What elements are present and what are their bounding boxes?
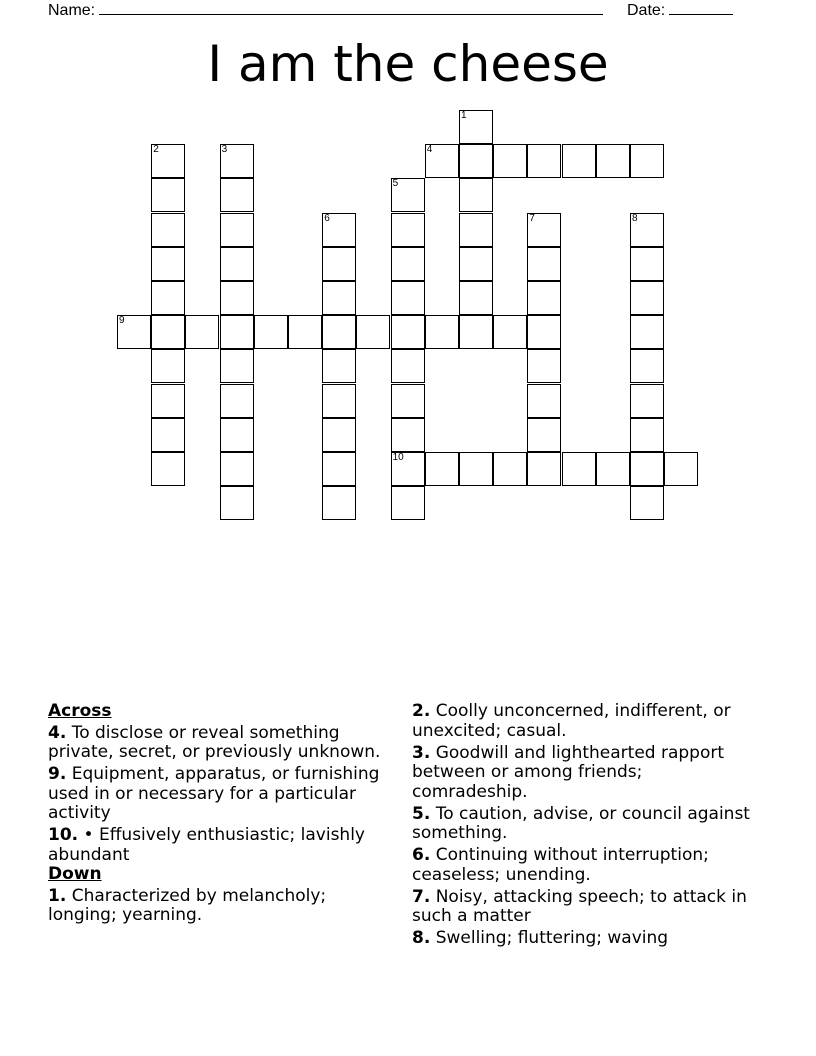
grid-cell[interactable]	[527, 144, 561, 178]
clues-right-column	[412, 702, 757, 951]
grid-cell[interactable]	[459, 110, 493, 144]
cell-number: 7	[529, 212, 535, 224]
across-heading: Across	[48, 701, 112, 721]
grid-cell[interactable]	[425, 144, 459, 178]
grid-cell[interactable]	[391, 384, 425, 418]
grid-cell[interactable]	[322, 281, 356, 315]
grid-cell[interactable]	[151, 247, 185, 281]
cell-number: 9	[119, 315, 125, 327]
grid-cell[interactable]	[322, 213, 356, 247]
cell-number: 10	[392, 452, 404, 463]
grid-cell[interactable]	[459, 178, 493, 212]
cell-number: 6	[324, 212, 330, 224]
grid-cell[interactable]	[630, 281, 664, 315]
clue-down-6	[412, 846, 757, 885]
clue-down-1	[48, 887, 400, 926]
clue-across-10	[48, 826, 400, 865]
grid-cell[interactable]	[391, 486, 425, 520]
grid-cell[interactable]	[151, 213, 185, 247]
grid-cell[interactable]	[630, 452, 664, 486]
grid-cell[interactable]	[527, 384, 561, 418]
grid-cell[interactable]	[151, 452, 185, 486]
grid-cell[interactable]	[356, 315, 390, 349]
cell-number: 5	[392, 178, 399, 190]
clue-text: To disclose or reveal something private, secret, or previously unknown.	[48, 722, 381, 762]
grid-cell[interactable]	[562, 452, 596, 486]
grid-cell[interactable]	[220, 452, 254, 486]
clue-number: 8.	[412, 928, 431, 948]
grid-cell[interactable]	[391, 281, 425, 315]
grid-cell[interactable]	[391, 418, 425, 452]
grid-cell[interactable]	[630, 144, 664, 178]
grid-cell[interactable]	[220, 247, 254, 281]
clue-across-4	[48, 724, 400, 763]
grid-cell[interactable]	[220, 281, 254, 315]
clue-text: To caution, advise, or council against something.	[412, 803, 750, 843]
grid-cell[interactable]	[664, 452, 698, 486]
grid-cell[interactable]	[527, 315, 561, 349]
grid-cell[interactable]	[220, 418, 254, 452]
clue-number: 4.	[48, 722, 67, 743]
grid-cell[interactable]	[425, 452, 459, 486]
grid-cell[interactable]	[493, 452, 527, 486]
grid-cell[interactable]	[151, 315, 185, 349]
clue-text: Swelling; fluttering; waving	[435, 928, 669, 948]
clue-number: 3.	[412, 742, 431, 763]
cell-number: 4	[426, 144, 433, 156]
grid-cell[interactable]	[630, 418, 664, 452]
cell-number: 1	[461, 110, 467, 121]
page-title: I am the cheese	[207, 35, 609, 93]
grid-cell[interactable]	[527, 452, 561, 486]
grid-cell[interactable]	[151, 281, 185, 315]
grid-cell[interactable]	[391, 452, 425, 486]
cell-number: 2	[153, 144, 159, 156]
grid-cell[interactable]	[527, 281, 561, 315]
grid-cell[interactable]	[630, 384, 664, 418]
grid-cell[interactable]	[527, 418, 561, 452]
grid-cell[interactable]	[493, 315, 527, 349]
grid-cell[interactable]	[493, 144, 527, 178]
grid-cell[interactable]	[630, 349, 664, 383]
grid-cell[interactable]	[596, 452, 630, 486]
clue-number: 6.	[412, 845, 431, 865]
clue-number: 2.	[412, 701, 431, 721]
grid-cell[interactable]	[630, 213, 664, 247]
clue-number: 10.	[48, 825, 79, 845]
grid-cell[interactable]	[391, 213, 425, 247]
grid-cell[interactable]	[151, 418, 185, 452]
grid-cell[interactable]	[630, 315, 664, 349]
grid-cell[interactable]	[220, 315, 254, 349]
clue-text: Goodwill and lighthearted rapport between or among friends; comradeship.	[412, 742, 725, 802]
grid-cell[interactable]	[288, 315, 322, 349]
cell-number: 3	[221, 144, 228, 156]
clue-number: 1.	[48, 885, 67, 906]
grid-cell[interactable]	[391, 315, 425, 349]
clue-number: 5.	[412, 803, 431, 824]
grid-cell[interactable]	[220, 349, 254, 383]
grid-cell[interactable]	[322, 452, 356, 486]
grid-cell[interactable]	[254, 315, 288, 349]
cell-number: 8	[632, 212, 638, 224]
grid-cell[interactable]	[562, 144, 596, 178]
grid-cell[interactable]	[220, 213, 254, 247]
grid-cell[interactable]	[220, 144, 254, 178]
grid-cell[interactable]	[391, 349, 425, 383]
clue-down-3	[412, 744, 757, 803]
clue-across-9	[48, 765, 400, 824]
grid-cell[interactable]	[630, 486, 664, 520]
grid-cell[interactable]	[220, 384, 254, 418]
clue-text: Noisy, attacking speech; to attack in such a matter	[412, 886, 747, 926]
grid-cell[interactable]	[459, 281, 493, 315]
grid-cell[interactable]	[459, 452, 493, 486]
grid-cell[interactable]	[459, 213, 493, 247]
grid-cell[interactable]	[527, 247, 561, 281]
grid-cell[interactable]	[596, 144, 630, 178]
grid-cell[interactable]	[322, 247, 356, 281]
grid-cell[interactable]	[459, 315, 493, 349]
clue-text: • Effusively enthusiastic; lavishly abundant	[48, 825, 365, 865]
clue-text: Characterized by melancholy; longing; yearning.	[48, 885, 327, 925]
grid-cell[interactable]	[151, 384, 185, 418]
clue-down-5	[412, 805, 757, 844]
grid-cell[interactable]	[527, 213, 561, 247]
grid-cell[interactable]	[391, 178, 425, 212]
clue-number: 9.	[48, 764, 67, 784]
clue-number: 7.	[412, 886, 431, 907]
grid-cell[interactable]	[391, 247, 425, 281]
clue-text: Continuing without interruption; ceaseless; unending.	[412, 845, 709, 885]
grid-cell[interactable]	[322, 349, 356, 383]
grid-cell[interactable]	[322, 384, 356, 418]
grid-cell[interactable]	[151, 144, 185, 178]
clue-down-2	[412, 702, 757, 741]
grid-cell[interactable]	[220, 178, 254, 212]
grid-cell[interactable]	[459, 247, 493, 281]
clue-text: Equipment, apparatus, or furnishing used in or necessary for a particular activity	[48, 764, 380, 823]
grid-cell[interactable]	[630, 247, 664, 281]
clue-text: Coolly unconcerned, indifferent, or unexcited; casual.	[412, 701, 731, 741]
grid-cell[interactable]	[220, 486, 254, 520]
grid-cell[interactable]	[185, 315, 219, 349]
grid-cell[interactable]	[425, 315, 459, 349]
grid-cell[interactable]	[322, 486, 356, 520]
grid-cell[interactable]	[322, 418, 356, 452]
clue-down-8	[412, 929, 757, 949]
down-heading: Down	[48, 864, 102, 884]
clues-left-column	[48, 702, 400, 928]
grid-cell[interactable]	[151, 178, 185, 212]
clue-down-7	[412, 888, 757, 927]
grid-cell[interactable]	[151, 349, 185, 383]
grid-cell[interactable]	[527, 349, 561, 383]
date-label: Date:	[627, 2, 666, 19]
grid-cell[interactable]	[117, 315, 151, 349]
grid-cell[interactable]	[459, 144, 493, 178]
name-label: Name:	[48, 2, 96, 19]
grid-cell[interactable]	[322, 315, 356, 349]
